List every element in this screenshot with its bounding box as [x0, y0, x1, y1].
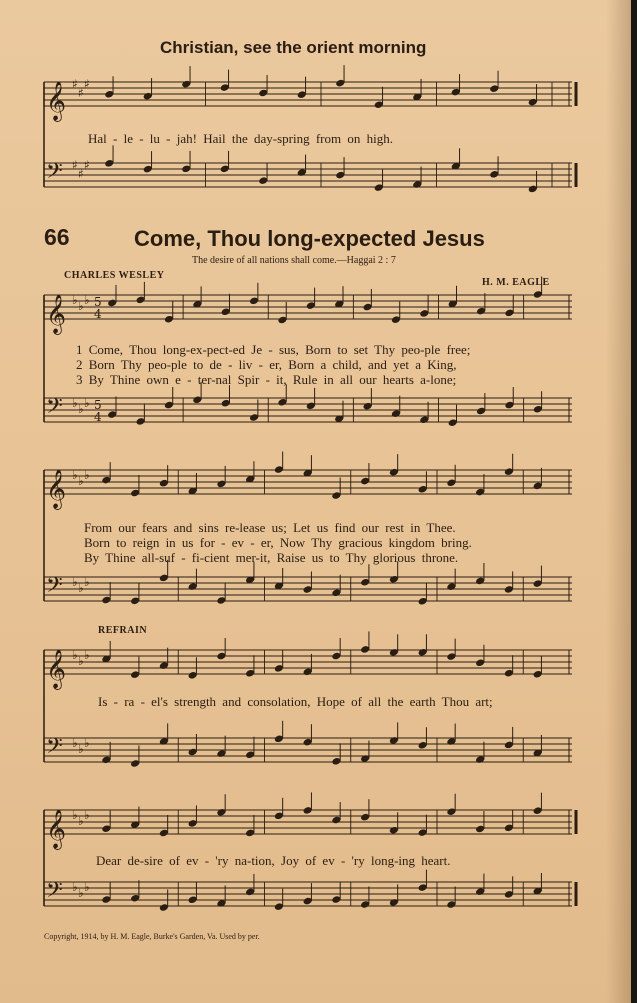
refrain-label: REFRAIN [98, 625, 148, 636]
lyric-verse-2-line-2: Born to reign in us for - ev - er, Now Thy gracious kingdom bring. [84, 535, 472, 550]
sys4-bass-key-accidental: ♭ [78, 886, 84, 900]
composer-credit: H. M. EAGLE [482, 277, 550, 288]
sys2-bass-key-accidental: ♭ [72, 575, 78, 589]
top-treble-sharp: ♯ [72, 77, 78, 91]
top-treble-treble-clef: 𝄞 [46, 81, 67, 121]
sys1-treble-key-accidental: ♭ [72, 293, 78, 307]
sys4-treble-key-accidental: ♭ [78, 814, 84, 828]
sys4-treble-key-accidental: ♭ [84, 808, 90, 822]
refrain-lyric-2: Dear de-sire of ev - 'ry na-tion, Joy of ev - 'ry long-ing heart. [96, 853, 451, 868]
sys3-treble-treble-clef: 𝄞 [46, 649, 67, 689]
sys2-bass-bass-clef: 𝄢 [46, 573, 63, 603]
sys1-treble-treble-clef: 𝄞 [46, 294, 67, 334]
sys2-bass-key-accidental: ♭ [84, 575, 90, 589]
sys3-bass-key-accidental: ♭ [78, 742, 84, 756]
top-treble-sharp: ♯ [84, 77, 90, 91]
refrain-lyric-1: Is - ra - el's strength and consolation, Hope of all the earth Thou art; [98, 694, 493, 709]
sys2-treble-key-accidental: ♭ [84, 468, 90, 482]
sys1-bass-meter-top: 5 [94, 398, 102, 412]
sys3-bass-bass-clef: 𝄢 [46, 734, 63, 764]
sys3-treble-key-accidental: ♭ [84, 648, 90, 662]
sys2-bass-key-accidental: ♭ [78, 581, 84, 595]
sys1-bass-key-accidental: ♭ [78, 402, 84, 416]
lyric-verse-1-line-1: 1 Come, Thou long-ex-pect-ed Je - sus, Born to set Thy peo-ple free; [76, 342, 471, 357]
sys1-treble-meter-top: 5 [94, 295, 102, 309]
sys4-bass-bass-clef: 𝄢 [46, 878, 63, 908]
sys2-treble-treble-clef: 𝄞 [46, 469, 67, 509]
sys2-treble-key-accidental: ♭ [72, 468, 78, 482]
top-bass-sharp: ♯ [78, 167, 84, 181]
sys3-treble-key-accidental: ♭ [72, 648, 78, 662]
sys4-bass-key-accidental: ♭ [84, 880, 90, 894]
lyric-verse-1-line-2: From our fears and sins re-lease us; Let us find our rest in Thee. [84, 520, 456, 535]
lyric-verse-2-line-1: 2 Born Thy peo-ple to de - liv - er, Born a child, and yet a King, [76, 357, 457, 372]
lyric-verse-3-line-1: 3 By Thine own e - ter-nal Spir - it, Rule in all our hearts a-lone; [76, 372, 457, 387]
sys4-treble-treble-clef: 𝄞 [46, 809, 67, 849]
sys1-bass-key-accidental: ♭ [72, 396, 78, 410]
top-hymn-title: Christian, see the orient morning [160, 38, 427, 57]
sys2-treble-key-accidental: ♭ [78, 474, 84, 488]
scripture-reference: The desire of all nations shall come.—Haggai 2 : 7 [192, 255, 396, 266]
top-bass-sharp: ♯ [84, 158, 90, 172]
lyric-verse-3-line-2: By Thine all-suf - fi-cient mer-it, Raise us to Thy glorious throne. [84, 550, 459, 565]
hymn-number: 66 [44, 224, 70, 250]
sys3-treble-key-accidental: ♭ [78, 654, 84, 668]
copyright-notice: Copyright, 1914, by H. M. Eagle, Burke's Garden, Va. Used by per. [44, 932, 260, 941]
top-treble-sharp: ♯ [78, 86, 84, 100]
sys1-bass-key-accidental: ♭ [84, 396, 90, 410]
sys3-bass-key-accidental: ♭ [72, 736, 78, 750]
hymn-title: Come, Thou long-expected Jesus [134, 226, 485, 251]
top-hymn-lyric: Hal - le - lu - jah! Hail the day-spring from on high. [88, 131, 393, 146]
sys4-treble-key-accidental: ♭ [72, 808, 78, 822]
sys3-bass-key-accidental: ♭ [84, 736, 90, 750]
top-bass-sharp: ♯ [72, 158, 78, 172]
sys1-treble-meter-bottom: 4 [94, 307, 102, 321]
sys1-bass-bass-clef: 𝄢 [46, 394, 63, 424]
sys4-bass-key-accidental: ♭ [72, 880, 78, 894]
top-bass-bass-clef: 𝄢 [46, 159, 63, 189]
author-credit: CHARLES WESLEY [64, 270, 165, 281]
sys1-treble-key-accidental: ♭ [78, 299, 84, 313]
sys1-bass-meter-bottom: 4 [94, 410, 102, 424]
sys1-treble-key-accidental: ♭ [84, 293, 90, 307]
